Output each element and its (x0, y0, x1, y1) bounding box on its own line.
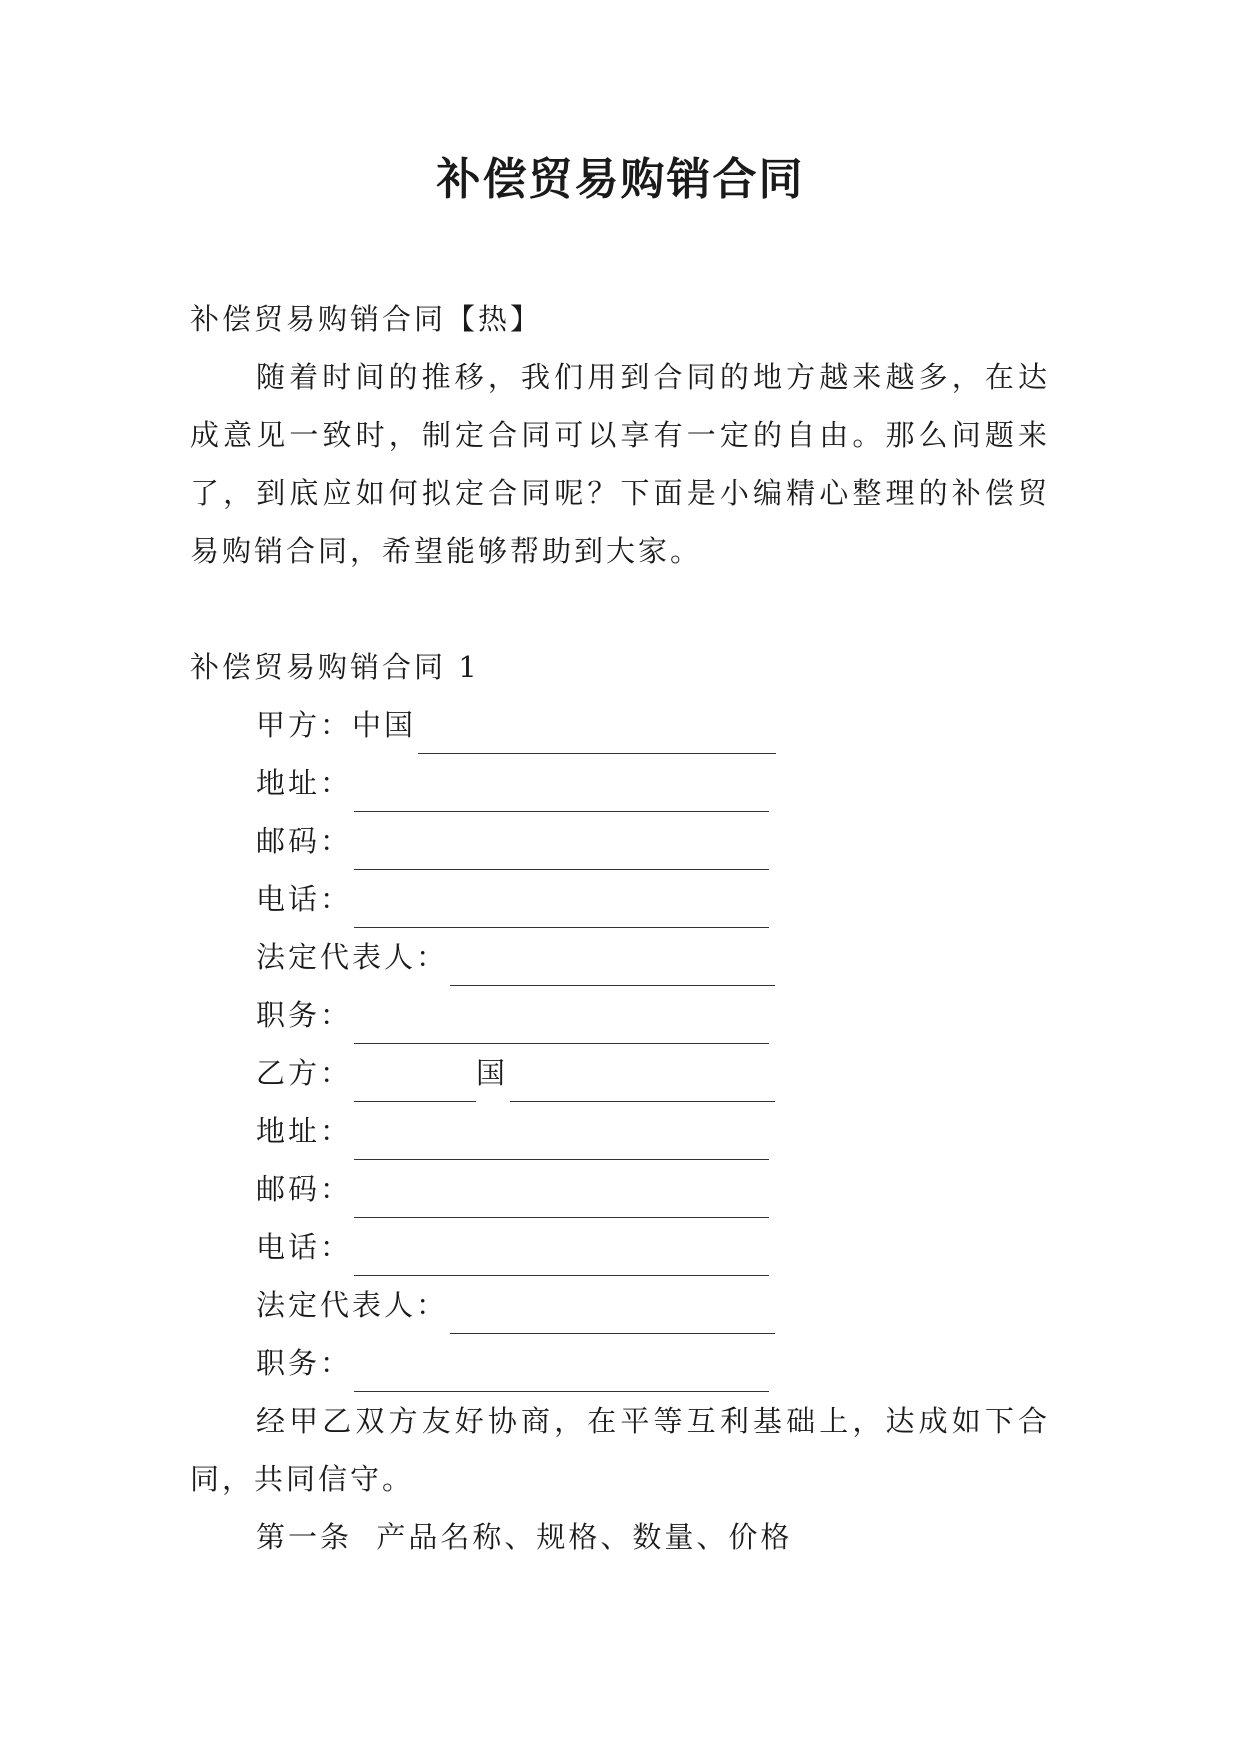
document-title: 补偿贸易购销合同 (436, 154, 805, 205)
document-body (190, 290, 1050, 1566)
party-b-legal-rep-row (190, 1276, 1050, 1334)
party-a-position-label: 职务： (256, 998, 353, 1032)
party-a-postcode-label: 邮码： (256, 824, 353, 858)
party-a-phone-label: 电话： (256, 882, 353, 916)
party-b-name-blank (510, 1063, 775, 1102)
party-b-position-blank (354, 1353, 769, 1392)
party-b-legal-rep-blank (450, 1295, 775, 1334)
party-b-address-row (190, 1102, 1050, 1160)
party-a-address-row (190, 754, 1050, 812)
party-a-postcode-blank (354, 831, 769, 870)
party-a-legal-rep-row (190, 928, 1050, 986)
party-b-legal-rep-label: 法定代表人： (256, 1288, 449, 1322)
party-a-postcode-row (190, 812, 1050, 870)
party-b-postcode-row (190, 1160, 1050, 1218)
party-a-position-row (190, 986, 1050, 1044)
party-a-legal-rep-label: 法定代表人： (256, 940, 449, 974)
party-a-label: 甲方：中国 (256, 708, 417, 742)
party-a-address-blank (354, 773, 769, 812)
party-b-phone-row (190, 1218, 1050, 1276)
spacer (190, 580, 1050, 638)
party-b-name-row (190, 1044, 1050, 1102)
document-subtitle: 补偿贸易购销合同【热】 (190, 302, 543, 336)
party-a-name-blank (418, 715, 776, 754)
party-b-address-blank (354, 1121, 769, 1160)
party-b-address-label: 地址： (256, 1114, 353, 1148)
party-b-label: 乙方： (256, 1056, 353, 1090)
party-a-phone-row (190, 870, 1050, 928)
article-1-heading: 第一条 产品名称、规格、数量、价格 (256, 1520, 793, 1554)
party-b-postcode-blank (354, 1179, 769, 1218)
party-b-postcode-label: 邮码： (256, 1172, 353, 1206)
party-b-phone-label: 电话： (256, 1230, 353, 1264)
party-b-country-blank (354, 1063, 476, 1102)
party-b-phone-blank (354, 1237, 769, 1276)
party-b-position-label: 职务： (256, 1346, 353, 1380)
agreement-paragraph: 经甲乙双方友好协商，在平等互利基础上，达成如下合同，共同信守。 (190, 1404, 1050, 1496)
party-b-position-row (190, 1334, 1050, 1392)
party-a-name-row (190, 696, 1050, 754)
party-a-position-blank (354, 1005, 769, 1044)
party-b-country-suffix: 国 (476, 1056, 509, 1090)
intro-paragraph: 随着时间的推移，我们用到合同的地方越来越多，在达成意见一致时，制定合同可以享有一定的自由。那么问题来了，到底应如何拟定合同呢？下面是小编精心整理的补偿贸易购销合同，希望能够帮助到大家。 (190, 360, 1050, 568)
party-a-address-label: 地址： (256, 766, 353, 800)
party-a-phone-blank (354, 889, 769, 928)
party-a-legal-rep-blank (450, 947, 775, 986)
section-heading: 补偿贸易购销合同 1 (190, 650, 480, 684)
